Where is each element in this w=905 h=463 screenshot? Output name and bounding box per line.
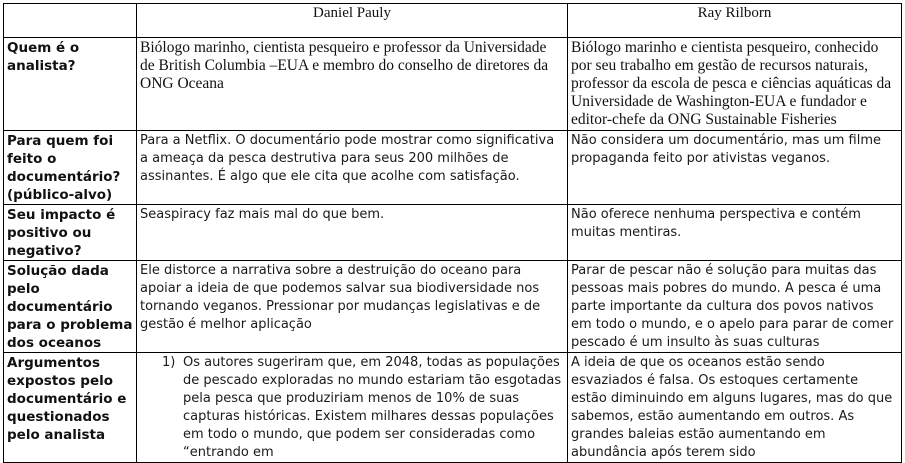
pauly-analyst-cell: Biólogo marinho, cientista pesqueiro e professor da Universidade de British Columbia –EUA e membro do conselho de diretores da ONG Oceana (137, 38, 568, 131)
rilborn-solution-cell: Parar de pescar não é solução para muitas das pessoas mais pobres do mundo. A pesca é uma parte importante da cultura dos povos nativos em todo o mundo, e o apelo para parar de comer pescado é um insulto às suas culturas (568, 261, 902, 353)
header-row (4, 4, 902, 38)
row-label-impact: Seu impacto é positivo ou negativo? (4, 205, 137, 261)
table-row (4, 353, 902, 463)
rilborn-impact-cell: Não oferece nenhuma perspectiva e contém muitas mentiras. (568, 205, 902, 261)
row-label-audience: Para quem foi feito o documentário? (público-alvo) (4, 131, 137, 205)
row-label-analyst: Quem é o analista? (4, 38, 137, 131)
table-row (4, 261, 902, 353)
row-label-solution: Solução dada pelo documentário para o problema dos oceanos (4, 261, 137, 353)
table-row (4, 205, 902, 261)
pauly-audience-cell: Para a Netflix. O documentário pode mostrar como significativa a ameaça da pesca destrutiva para seus 200 milhões de assinantes. É algo que ele cita que acolhe com satisfação. (137, 131, 568, 205)
rilborn-arguments-cell: A ideia de que os oceanos estão sendo esvaziados é falsa. Os estoques certamente estão diminuindo em alguns lugares, mas do que sabemos, estão aumentando em outros. As grandes baleias estão aumentando em abundância após terem sido (568, 353, 902, 463)
header-rilborn: Ray Rilborn (568, 4, 902, 38)
row-label-arguments: Argumentos expostos pelo documentário e questionados pelo analista (4, 353, 137, 463)
table-row (4, 38, 902, 131)
header-corner-cell (4, 4, 137, 38)
list-number: 1) (162, 355, 176, 370)
pauly-solution-cell: Ele distorce a narrativa sobre a destruição do oceano para apoiar a ideia de que podemos salvar sua biodiversidade nos tornando veganos. Pressionar por mudanças legislativas e de gestão é melhor aplicação (137, 261, 568, 353)
header-pauly: Daniel Pauly (137, 4, 568, 38)
table-row (4, 131, 902, 205)
pauly-impact-cell: Seaspiracy faz mais mal do que bem. (137, 205, 568, 261)
pauly-arguments-cell (137, 353, 568, 463)
rilborn-analyst-cell: Biólogo marinho e cientista pesqueiro, conhecido por seu trabalho em gestão de recursos naturais, professor da escola de pesca e ciências aquáticas da Universidade de Washington-EUA e fundador e editor-chefe da ONG Sustainable Fisheries (568, 38, 902, 131)
rilborn-audience-cell: Não considera um documentário, mas um filme propaganda feito por ativistas veganos. (568, 131, 902, 205)
comparison-table (3, 3, 902, 463)
list-item-text: Os autores sugeriram que, em 2048, todas as populações de pescado exploradas no mundo estariam tão esgotadas pela pesca que produziriam menos de 10% de suas capturas históricas. Existem milhares dessas populações em todo o mundo, que podem ser consideradas como “entrando em (183, 355, 562, 460)
